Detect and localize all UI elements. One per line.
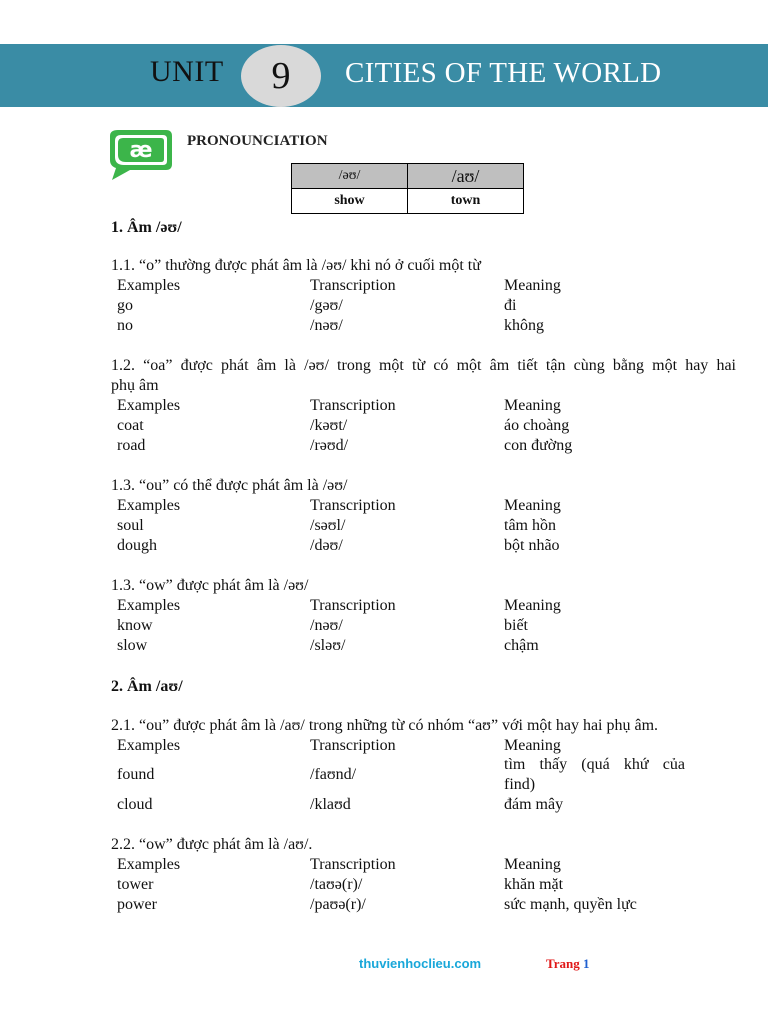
rule-title: 1.3. “ow” được phát âm là /əʊ/ bbox=[111, 577, 309, 594]
speech-bubble-ae-icon bbox=[108, 126, 174, 182]
example-meaning: đám mây bbox=[504, 796, 564, 813]
ae-glyph: æ bbox=[129, 138, 153, 163]
example-meaning: chậm bbox=[504, 637, 539, 654]
section-heading-1: 1. Âm /əʊ/ bbox=[111, 219, 182, 236]
col-examples: Examples bbox=[117, 856, 181, 873]
example-meaning: tâm hồn bbox=[504, 517, 556, 534]
example-word: go bbox=[117, 297, 133, 314]
page-number: 1 bbox=[582, 956, 590, 971]
col-examples: Examples bbox=[117, 497, 181, 514]
example-word: found bbox=[117, 766, 155, 783]
example-transcription: /dəʊ/ bbox=[310, 537, 343, 554]
unit-number-badge: 9 bbox=[241, 45, 321, 107]
col-examples: Examples bbox=[117, 397, 181, 414]
example-word: cloud bbox=[117, 796, 153, 813]
example-transcription: /klaʊd bbox=[310, 796, 351, 813]
col-meaning: Meaning bbox=[504, 856, 561, 873]
footer-site-link[interactable]: thuvienhoclieu.com bbox=[359, 956, 482, 971]
example-transcription: /rəʊd/ bbox=[310, 437, 349, 454]
col-transcription: Transcription bbox=[310, 597, 396, 614]
col-meaning: Meaning bbox=[504, 277, 561, 294]
example-word: tower bbox=[117, 876, 154, 893]
example-word: coat bbox=[117, 417, 144, 434]
col-examples: Examples bbox=[117, 277, 181, 294]
rule-title: 2.2. “ow” được phát âm là /aʊ/. bbox=[111, 836, 313, 853]
example-transcription: /gəʊ/ bbox=[310, 297, 343, 314]
page-label: Trang bbox=[546, 956, 580, 971]
col-meaning: Meaning bbox=[504, 497, 561, 514]
example-meaning: không bbox=[504, 317, 544, 334]
example-word: know bbox=[117, 617, 153, 634]
example-transcription: /nəʊ/ bbox=[310, 617, 343, 634]
rule-title-line2: phụ âm bbox=[111, 377, 159, 394]
rule-title: 1.1. “o” thường được phát âm là /əʊ/ khi nó ở cuối một từ bbox=[111, 257, 481, 274]
example-meaning: bột nhão bbox=[504, 537, 560, 554]
example-word: road bbox=[117, 437, 146, 454]
col-transcription: Transcription bbox=[310, 277, 396, 294]
col-transcription: Transcription bbox=[310, 397, 396, 414]
example-transcription: /sləʊ/ bbox=[310, 637, 346, 654]
col-transcription: Transcription bbox=[310, 737, 396, 754]
footer-page-number bbox=[546, 956, 589, 972]
ipa-example-show: show bbox=[292, 189, 408, 214]
col-meaning: Meaning bbox=[504, 397, 561, 414]
example-transcription: /taʊə(r)/ bbox=[310, 876, 363, 893]
ipa-header-au: /aʊ/ bbox=[408, 164, 524, 189]
example-meaning: đi bbox=[504, 297, 517, 314]
example-meaning: biết bbox=[504, 617, 528, 634]
example-meaning: con đường bbox=[504, 437, 573, 454]
section-heading-2: 2. Âm /aʊ/ bbox=[111, 678, 183, 695]
example-word: dough bbox=[117, 537, 157, 554]
example-meaning: tìm thấy (quá khứ của bbox=[504, 756, 685, 773]
rule-title: 1.3. “ou” có thể được phát âm là /əʊ/ bbox=[111, 477, 348, 494]
col-transcription: Transcription bbox=[310, 497, 396, 514]
example-transcription: /nəʊ/ bbox=[310, 317, 343, 334]
col-examples: Examples bbox=[117, 597, 181, 614]
example-word: no bbox=[117, 317, 133, 334]
col-examples: Examples bbox=[117, 737, 181, 754]
example-meaning: khăn mặt bbox=[504, 876, 564, 893]
example-word: slow bbox=[117, 637, 148, 654]
example-transcription: /paʊə(r)/ bbox=[310, 896, 366, 913]
ipa-example-town: town bbox=[408, 189, 524, 214]
example-meaning: sức mạnh, quyền lực bbox=[504, 896, 637, 913]
col-transcription: Transcription bbox=[310, 856, 396, 873]
col-meaning: Meaning bbox=[504, 737, 561, 754]
unit-label: UNIT bbox=[150, 55, 224, 88]
pronunciation-label: PRONOUNCIATION bbox=[187, 133, 328, 149]
col-meaning: Meaning bbox=[504, 597, 561, 614]
example-meaning: áo choàng bbox=[504, 417, 570, 434]
example-transcription: /səʊl/ bbox=[310, 517, 346, 534]
ipa-summary-table bbox=[291, 163, 524, 214]
rule-title: 2.1. “ou” được phát âm là /aʊ/ trong những từ có nhóm “aʊ” với một hay hai phụ âm. bbox=[111, 717, 659, 734]
example-transcription: /faʊnd/ bbox=[310, 766, 357, 783]
rule-title-line1: 1.2. “oa” được phát âm là /əʊ/ trong một từ có một âm tiết tận cùng bằng một hay hai bbox=[111, 357, 736, 374]
unit-title: CITIES OF THE WORLD bbox=[345, 57, 662, 89]
example-meaning-continued: find) bbox=[504, 776, 536, 793]
example-word: power bbox=[117, 896, 157, 913]
example-transcription: /kəʊt/ bbox=[310, 417, 348, 434]
example-word: soul bbox=[117, 517, 144, 534]
ipa-header-ou: /əʊ/ bbox=[292, 164, 408, 189]
